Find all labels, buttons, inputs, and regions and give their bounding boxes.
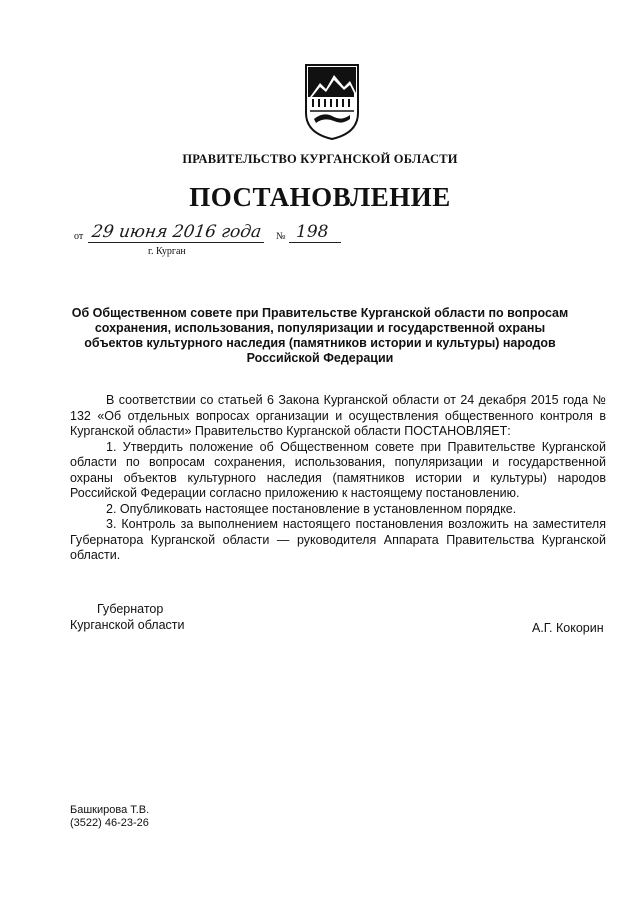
body-paragraph-preamble: В соответствии со статьей 6 Закона Курганской области от 24 декабря 2015 года № 132 «Об отдельных вопросах организации и осуществления общественного контроля в Курганской области» Правительство Курганской области ПОСТАНОВЛЯЕТ: [70, 393, 606, 438]
body-paragraph-item-2: 2. Опубликовать настоящее постановление в установленном порядке. [106, 501, 517, 516]
document-type-title: ПОСТАНОВЛЕНИЕ [189, 182, 451, 212]
body-paragraph-item-1: 1. Утвердить положение об Общественном совете при Правительстве Курганской области по вопросам сохранения, использования, популяризации и государственной охраны объектов культурного наследия (памятников истории и культуры) народов Российской Федерации согласно приложению к настоящему постановлению. [70, 439, 606, 500]
signatory-title-line1: Губернатор [97, 602, 164, 616]
document-date: 29 июня 2016 года [90, 222, 263, 242]
body-paragraph-item-3: 3. Контроль за выполнением настоящего постановления возложить на заместителя Губернатора Курганской области — руководителя Аппарата Правительства Курганской области. [70, 517, 606, 562]
number-label: № [276, 231, 286, 242]
date-label: от [74, 231, 84, 242]
executor-phone: (3522) 46-23-26 [70, 817, 149, 829]
date-underline [88, 242, 264, 243]
signatory-name: А.Г. Кокорин [532, 621, 604, 635]
document-body [70, 393, 606, 564]
document-number: 198 [296, 222, 329, 242]
coat-of-arms-emblem [304, 63, 360, 141]
document-subject: Об Общественном совете при Правительстве Курганской области по вопросам сохранения, использования, популяризации и государственной охраны объектов культурного наследия (памятников истории и культуры) народов Российской Федерации [71, 306, 569, 365]
city-label: г. Курган [148, 246, 186, 257]
number-underline [289, 242, 341, 243]
signatory-title-line2: Курганской области [70, 618, 185, 632]
government-name: ПРАВИТЕЛЬСТВО КУРГАНСКОЙ ОБЛАСТИ [182, 152, 458, 166]
executor-name: Башкирова Т.В. [70, 804, 150, 816]
